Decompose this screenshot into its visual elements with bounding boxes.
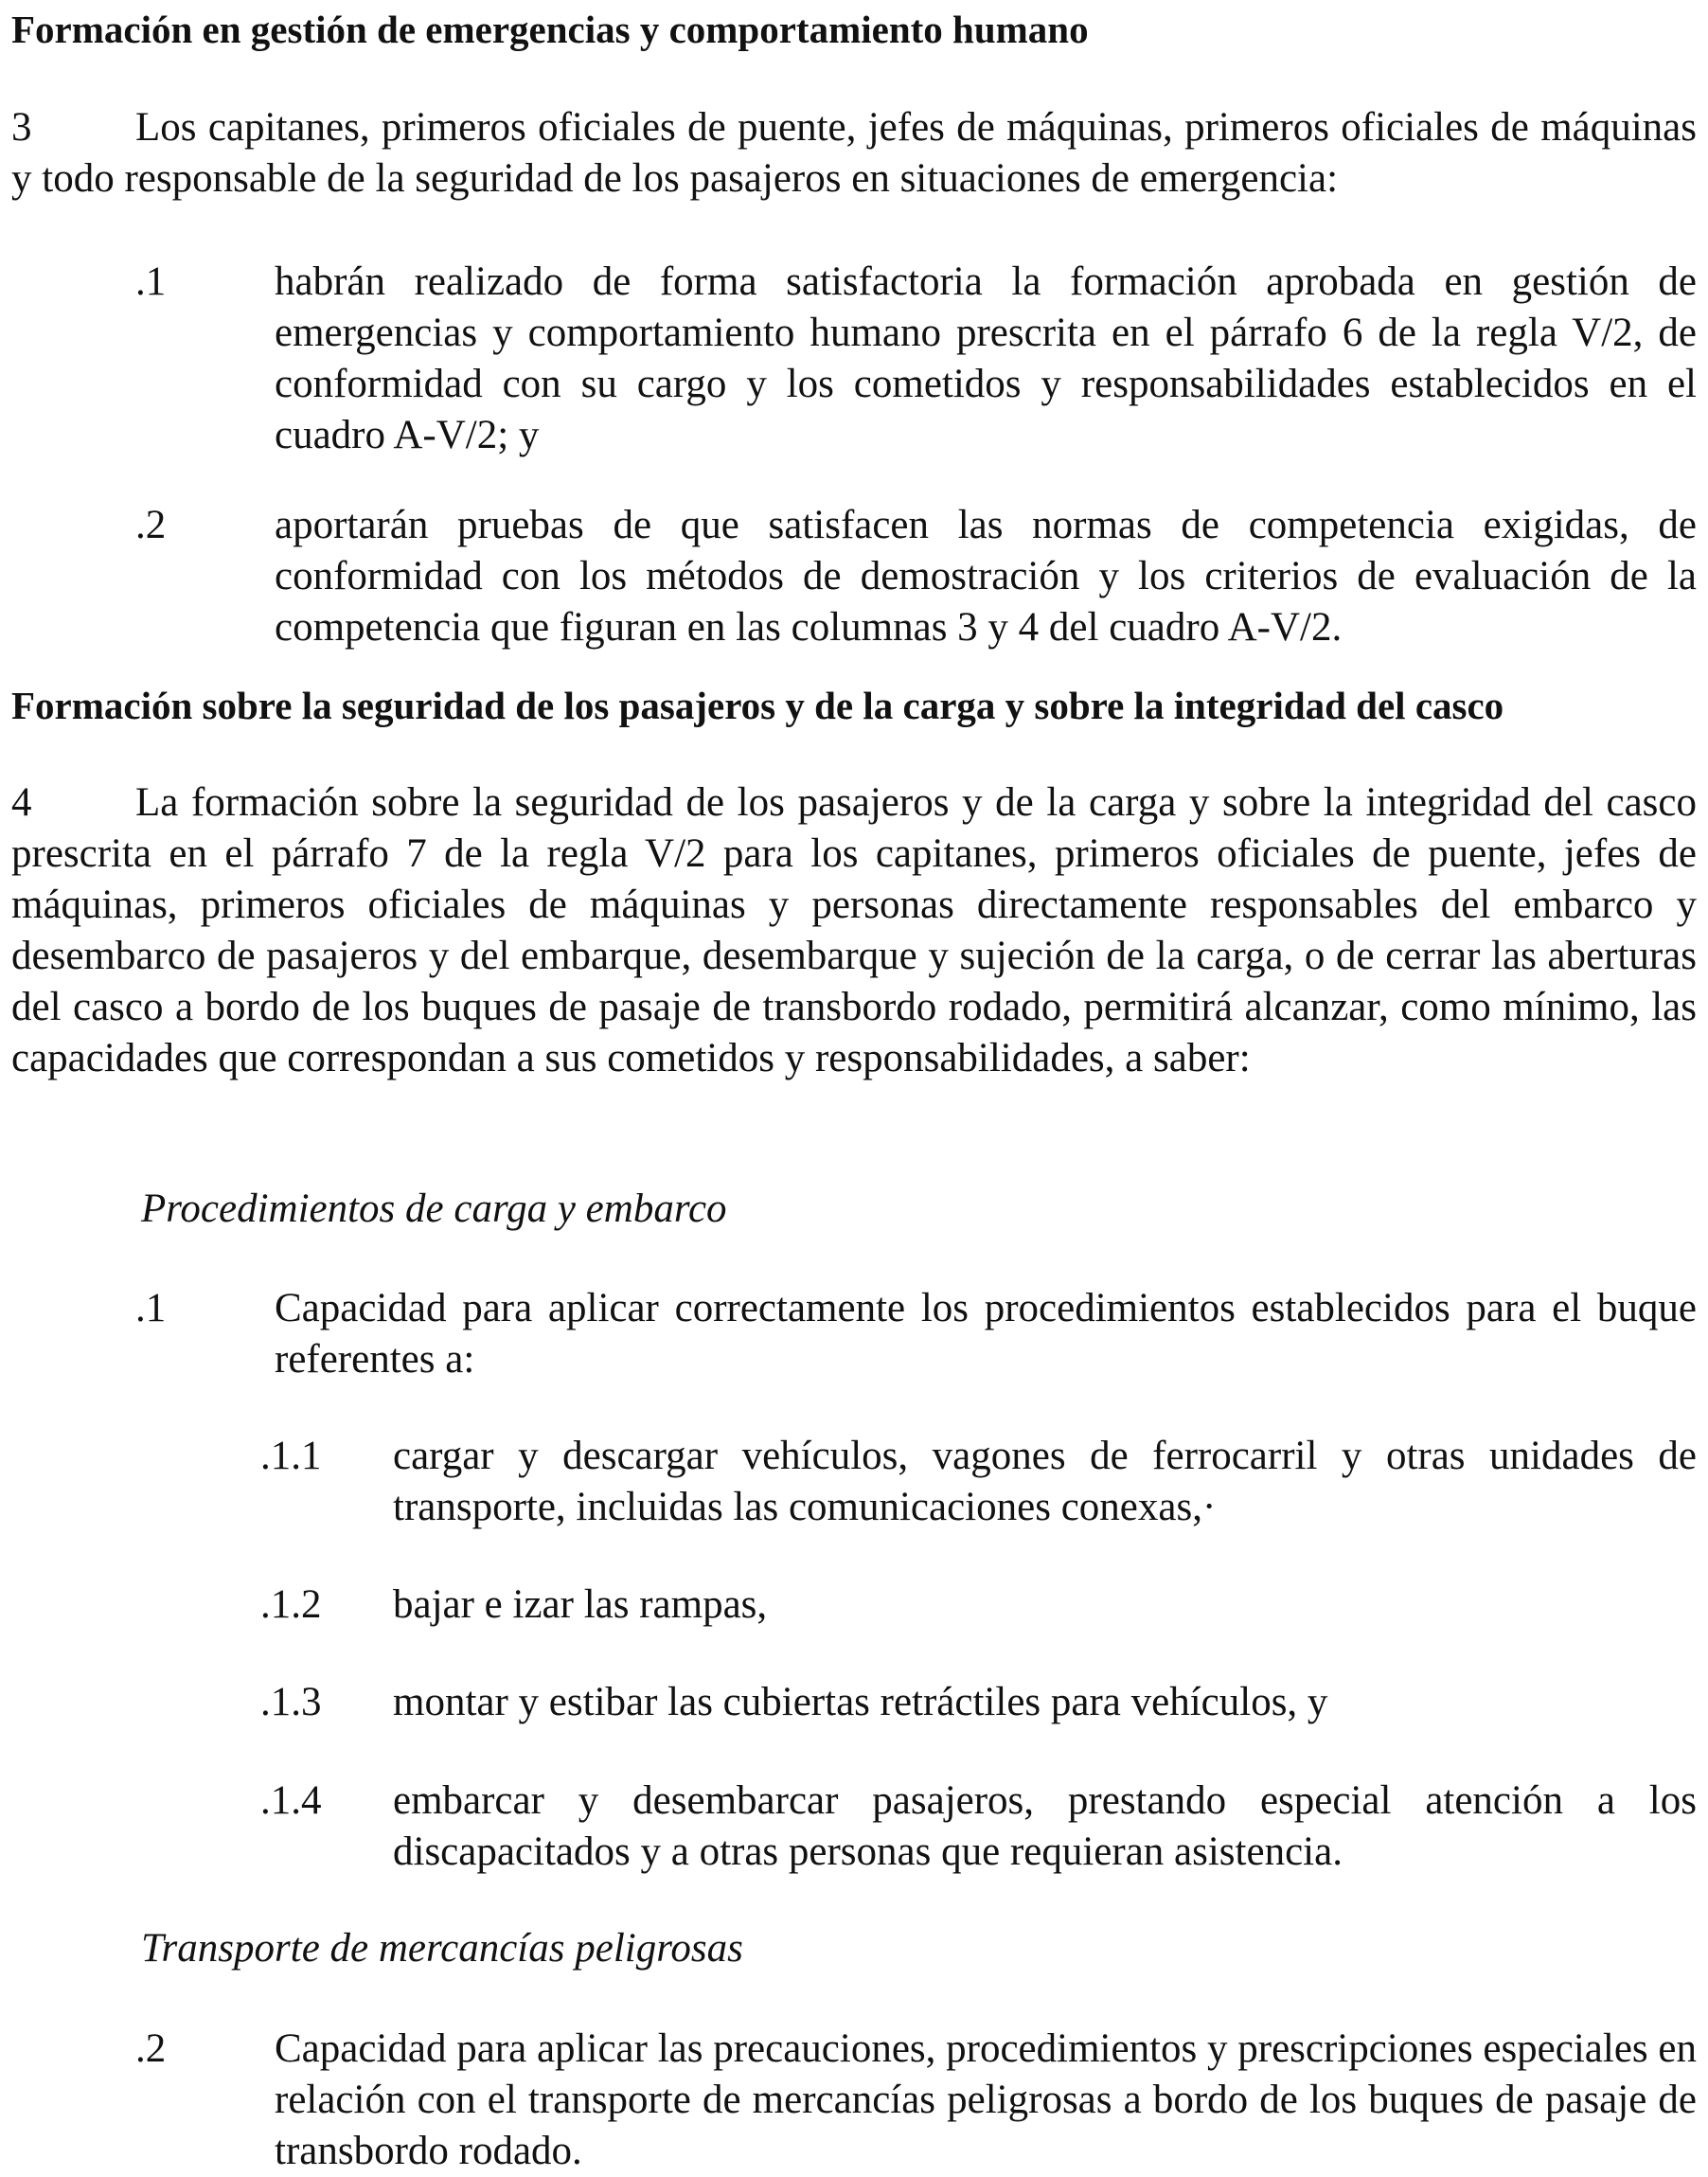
- list-item-text: aportarán pruebas de que satisfacen las normas de competencia exigidas, de conformidad con los métodos de demostración y los criterios de evaluación de la competencia que figuran en las columnas 3 y 4 del cuadro A-V/2.: [275, 503, 1697, 650]
- sublist-marker: .1.1: [260, 1434, 322, 1478]
- list-item: [135, 257, 1697, 461]
- sublist-item-text: embarcar y desembarcar pasajeros, prestando especial atención a los discapacitados y a otras personas que requieran asistencia.: [393, 1778, 1697, 1874]
- list-marker: .1: [135, 1286, 167, 1330]
- list-item: [135, 500, 1697, 653]
- sublist-marker: .1.2: [260, 1582, 322, 1627]
- sublist-item-text: montar y estibar las cubiertas retráctiles para vehículos, y: [393, 1680, 1328, 1724]
- list-marker: .2: [135, 2026, 167, 2071]
- sublist-marker: .1.4: [260, 1778, 322, 1823]
- list-item-text: habrán realizado de forma satisfactoria la formación aprobada en gestión de emergencias y comportamiento humano prescrita en el párrafo 6 de la regla V/2, de conformidad con su cargo y los cometidos y responsabilidades establecidos en el cuadro A-V/2; y: [275, 259, 1697, 457]
- sublist-item-text: cargar y descargar vehículos, vagones de ferrocarril y otras unidades de transporte, incluidas las comunicaciones conexas,·: [393, 1434, 1697, 1529]
- sublist-item: [260, 1776, 1697, 1878]
- section-heading-safety-training: Formación sobre la seguridad de los pasajeros y de la carga y sobre la integridad del casco: [11, 684, 1504, 727]
- sublist-item: [260, 1431, 1697, 1533]
- section-heading-emergency-training: Formación en gestión de emergencias y comportamiento humano: [11, 8, 1089, 51]
- list-item: [135, 2024, 1697, 2177]
- list-item-text: Capacidad para aplicar las precauciones, procedimientos y prescripciones especiales en relación con el transporte de mercancías peligrosas a bordo de los buques de pasaje de transbordo rodado.: [275, 2026, 1697, 2173]
- sublist-marker: .1.3: [260, 1680, 322, 1724]
- list-marker: .2: [135, 503, 167, 547]
- paragraph-3: [11, 102, 1697, 205]
- paragraph-number: 3: [11, 105, 32, 150]
- subheading-loading-procedures: Procedimientos de carga y embarco: [141, 1187, 727, 1231]
- list-item: [135, 1283, 1697, 1385]
- paragraph-number: 4: [11, 780, 32, 825]
- sublist-item-text: bajar e izar las rampas,: [393, 1582, 768, 1627]
- sublist-item: [260, 1579, 1697, 1631]
- list-item-text: Capacidad para aplicar correctamente los procedimientos establecidos para el buque referentes a:: [275, 1286, 1697, 1382]
- sublist-item: [260, 1677, 1697, 1728]
- paragraph-text: Los capitanes, primeros oficiales de puente, jefes de máquinas, primeros oficiales de máquinas y todo responsable de la seguridad de los pasajeros en situaciones de emergencia:: [11, 105, 1697, 201]
- list-marker: .1: [135, 259, 167, 304]
- paragraph-text: La formación sobre la seguridad de los pasajeros y de la carga y sobre la integridad del casco prescrita en el párrafo 7 de la regla V/2 para los capitanes, primeros oficiales de puente, jefes de máquinas, primeros oficiales de máquinas y personas directamente responsables del embarco y desembarco de pasajeros y del embarque, desembarque y sujeción de la carga, o de cerrar las aberturas del casco a bordo de los buques de pasaje de transbordo rodado, permitirá alcanzar, como mínimo, las capacidades que correspondan a sus cometidos y responsabilidades, a saber:: [11, 780, 1697, 1080]
- paragraph-4: [11, 777, 1697, 1084]
- subheading-dangerous-goods: Transporte de mercancías peligrosas: [141, 1926, 743, 1971]
